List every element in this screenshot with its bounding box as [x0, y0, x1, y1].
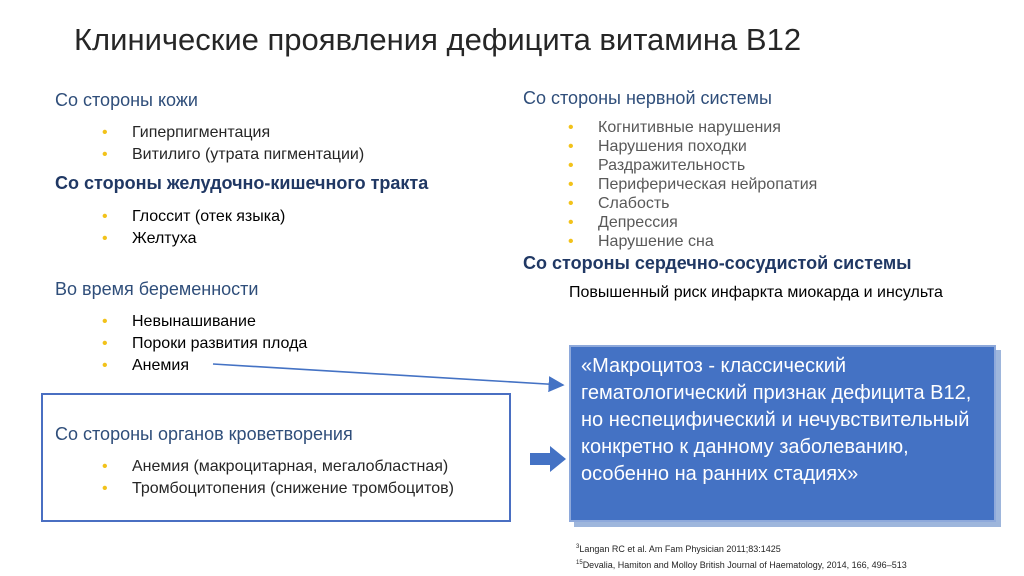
list-item: • Глоссит (отек языка): [102, 206, 285, 228]
bullet-icon: •: [568, 157, 574, 174]
bullet-icon: •: [102, 208, 108, 225]
anemia-arrow: [213, 364, 563, 385]
pregnancy-heading: Во время беременности: [55, 279, 259, 299]
bullet-icon: •: [568, 176, 574, 193]
list-item: • Невынашивание: [102, 311, 307, 333]
list-item: • Анемия: [102, 355, 307, 377]
slide-title: Клинические проявления дефицита витамина В12: [74, 22, 802, 57]
bullet-icon: •: [102, 458, 108, 475]
bullet-icon: •: [102, 480, 108, 497]
bullet-icon: •: [102, 124, 108, 141]
list-item: • Анемия (макроцитарная, мегалобластная): [102, 456, 454, 478]
hemato-heading: Со стороны органов кроветворения: [55, 424, 353, 444]
bullet-icon: •: [568, 195, 574, 212]
bullet-icon: •: [102, 146, 108, 163]
list-item: • Нарушение сна: [568, 233, 714, 250]
bullet-icon: •: [102, 230, 108, 247]
macrocytosis-quote-box: «Макроцитоз - классический гематологический признак дефицита В12, но неспецифический и нечувствительный конкретно к данному заболеванию, особенно на ранних стадиях»: [569, 345, 996, 522]
skin-heading: Со стороны кожи: [55, 90, 198, 110]
list-item: • Гиперпигментация: [102, 122, 364, 144]
bullet-icon: •: [102, 357, 108, 374]
references: [576, 540, 907, 572]
bullet-icon: •: [568, 138, 574, 155]
list-item: • Когнитивные нарушения: [568, 119, 781, 136]
list-item: • Желтуха: [102, 228, 285, 250]
gi-heading: Со стороны желудочно-кишечного тракта: [55, 173, 429, 193]
list-item: • Депрессия: [568, 214, 678, 231]
nervous-heading: Со стороны нервной системы: [523, 88, 772, 108]
bullet-icon: •: [568, 233, 574, 250]
list-item: • Раздражительность: [568, 157, 746, 174]
block-arrow: [530, 446, 566, 472]
reference-item: $^3$Langan RC et al. Am Fam Physician 2011;83:1425: [576, 544, 781, 554]
bullet-icon: •: [102, 335, 108, 352]
list-item: • Тромбоцитопения (снижение тромбоцитов): [102, 478, 454, 500]
list-item: • Нарушения походки: [568, 138, 747, 155]
list-item: • Периферическая нейропатия: [568, 176, 818, 193]
list-item: • Витилиго (утрата пигментации): [102, 144, 364, 166]
list-item: • Слабость: [568, 195, 670, 212]
bullet-icon: •: [568, 119, 574, 136]
bullet-icon: •: [568, 214, 574, 231]
reference-item: $^{15}$Devalia, Hamiton and Molloy British Journal of Haematology, 2014, 166, 496–513: [576, 560, 907, 570]
cardio-heading: Со стороны сердечно-сосудистой системы: [523, 253, 912, 273]
bullet-icon: •: [102, 313, 108, 330]
list-item: • Пороки развития плода: [102, 333, 307, 355]
cardio-text: Повышенный риск инфаркта миокарда и инсульта: [569, 284, 943, 301]
